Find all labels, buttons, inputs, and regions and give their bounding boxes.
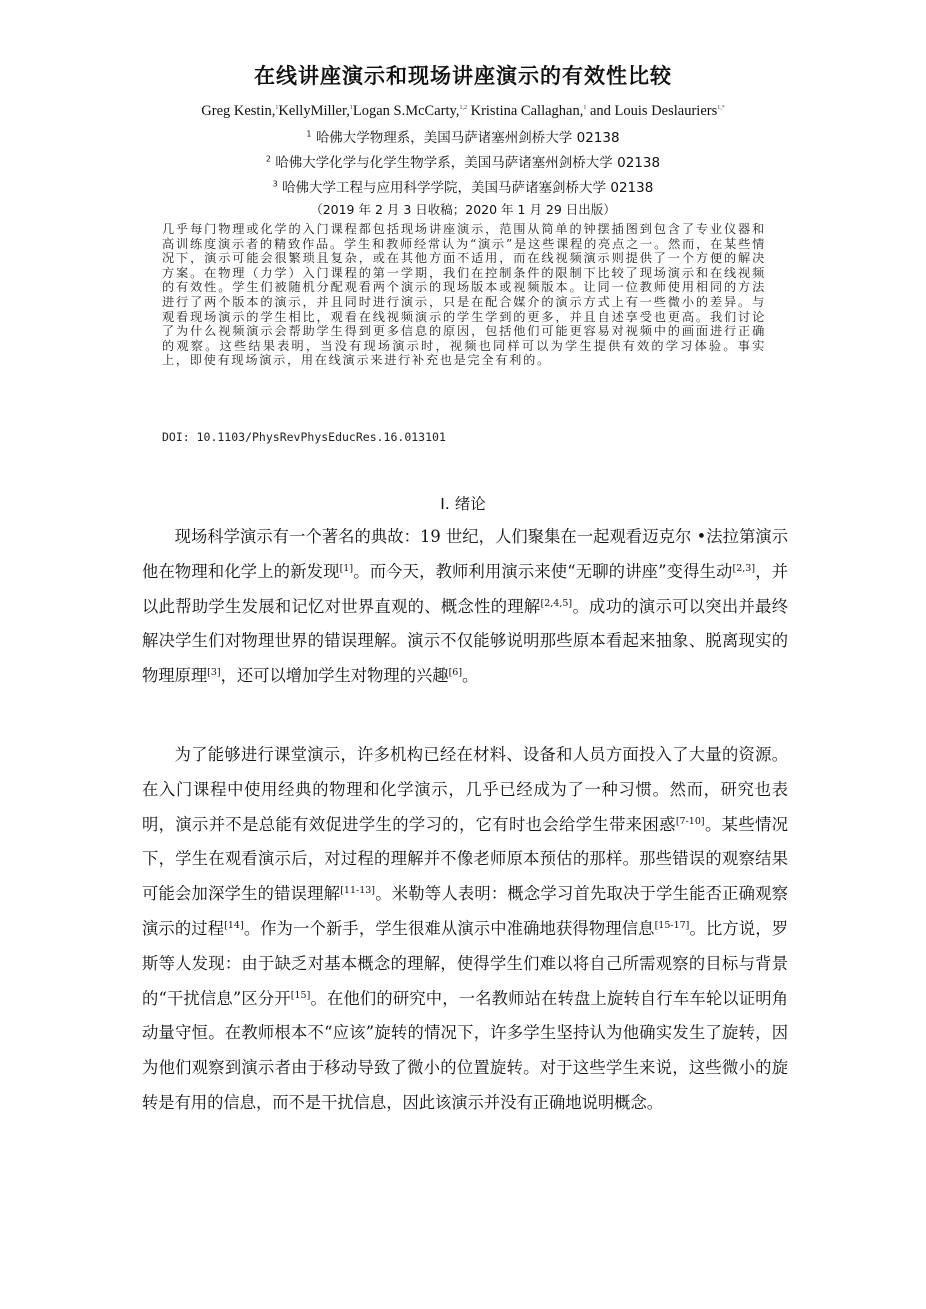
citation-link[interactable]: [15-17] <box>654 919 690 931</box>
affiliation-mark: 1 <box>275 105 279 112</box>
citation-link[interactable]: [2,4,5] <box>540 597 573 609</box>
affiliation-mark: 1 <box>306 129 312 139</box>
affiliation-mark: 1 <box>349 105 353 112</box>
doi-link[interactable]: DOI: 10.1103/PhysRevPhysEducRes.16.013101 <box>162 430 446 444</box>
affiliation-mark: 3 <box>272 179 278 189</box>
affiliation-text: 哈佛大学物理系，美国马萨诸塞州剑桥大学 02138 <box>315 130 620 146</box>
affiliation-line <box>0 151 926 171</box>
citation-link[interactable]: [14] <box>224 919 244 931</box>
paragraph-text: 。 <box>462 666 479 686</box>
citation-link[interactable]: [1] <box>339 562 354 574</box>
affiliation-mark: 1,2 <box>459 105 467 112</box>
citation-link[interactable]: [2,3] <box>732 562 756 574</box>
abstract: 几乎每门物理或化学的入门课程都包括现场讲座演示，范围从简单的钟摆插图到包含了专业仪器和高训练度演示者的精致作品。学生和教师经常认为“演示”是这些课程的亮点之一。然而，在某些情况下，演示可能会很繁琐且复杂，或在其他方面不适用，而在线视频演示则提供了一个方便的解决方案。在物理（力学）入门课程的第一学期，我们在控制条件的限制下比较了现场演示和在线视频的有效性。学生们被随机分配观看两个演示的现场版本或视频版本。让同一位教师使用相同的方法进行了两个版本的演示，并且同时进行演示，只是在配合媒介的演示方式上有一些微小的差异。与观看现场演示的学生相比，观看在线视频演示的学生学到的更多，并且自述享受也更高。我们讨论了为什么视频演示会帮助学生得到更多信息的原因，包括他们可能更容易对视频中的画面进行正确的观察。这些结果表明，当没有现场演示时，视频也同样可以为学生提供有效的学习体验。事实上，即使有现场演示，用在线演示来进行补充也是完全有利的。 <box>162 222 766 368</box>
section-heading: I. 绪论 <box>440 495 486 513</box>
citation-link[interactable]: [15] <box>290 989 311 1001</box>
body-paragraph <box>142 738 788 1121</box>
author-list <box>0 103 926 120</box>
author-name: Greg Kestin, <box>201 103 276 119</box>
paragraph-text: 。成功的演示可以突出并最终解决学生们对物理世界的错误理解。演示不仅能够说明那些原本看起来抽象、脱离现实的物理原理 <box>142 596 788 686</box>
affiliation-text: 哈佛大学化学与化学生物学系，美国马萨诸塞州剑桥大学 02138 <box>275 155 661 171</box>
affiliation-mark: 2 <box>265 154 272 164</box>
citation-link[interactable]: [3] <box>207 667 221 679</box>
affiliation-line <box>0 126 926 146</box>
affiliation-mark: 1 <box>583 105 587 112</box>
paragraph-text: ，并以此帮助学生发展和记忆对世界直观的、概念性的理解 <box>142 561 788 616</box>
corresponding-author-link[interactable]: * <box>721 105 725 112</box>
citation-link[interactable]: [6] <box>448 667 463 679</box>
citation-link[interactable]: [11-13] <box>340 885 376 897</box>
affiliation-text: 哈佛大学工程与应用科学学院，美国马萨诸塞剑桥大学 02138 <box>282 180 654 196</box>
affiliation-line <box>0 176 926 196</box>
citation-link[interactable]: [7-10] <box>675 815 705 827</box>
paragraph-text: 。在他们的研究中，一名教师站在转盘上旋转自行车车轮以证明角动量守恒。在教师根本不“应该”旋转的情况下，许多学生坚持认为他确实发生了旋转，因为他们观察到演示者由于移动导致了微小的位置旋转。对于这些学生来说，这些微小的旋转是有用的信息，而不是干扰信息，因此该演示并没有正确地说明概念。 <box>142 988 788 1112</box>
author-name: and Louis Deslauriers <box>586 103 718 119</box>
author-name: Logan S.McCarty, <box>352 103 460 119</box>
affiliation-mark: 1, <box>717 105 722 112</box>
publication-dates: （2019 年 2 月 3 日收稿；2020 年 1 月 29 日出版） <box>310 202 616 217</box>
paragraph-text: 。米勒等人表明：概念学习首先取决于学生能否正确观察演示的过程 <box>142 884 788 938</box>
paper-title: 在线讲座演示和现场讲座演示的有效性比较 <box>254 64 672 88</box>
paragraph-text: 。比方说，罗斯等人发现：由于缺乏对基本概念的理解，使得学生们难以将自己所需观察的目标与背景的“干扰信息”区分开 <box>142 918 788 1008</box>
author-name: KellyMiller, <box>278 103 350 119</box>
body-paragraph <box>142 520 788 694</box>
paragraph-text: ，还可以增加学生对物理的兴趣 <box>220 666 449 686</box>
author-name: Kristina Callaghan, <box>466 103 584 119</box>
paragraph-text: 现场科学演示有一个著名的典故：19 世纪，人们聚集在一起观看迈克尔 •法拉第演示他在物理和化学上的新发现 <box>142 527 788 581</box>
paragraph-text: 。而今天，教师利用演示来使“无聊的讲座”变得生动 <box>353 561 733 581</box>
paragraph-text: 。某些情况下，学生在观看演示后，对过程的理解并不像老师原本预估的那样。那些错误的观察结果可能会加深学生的错误理解 <box>142 814 788 904</box>
paragraph-text: 为了能够进行课堂演示，许多机构已经在材料、设备和人员方面投入了大量的资源。在入门课程中使用经典的物理和化学演示，几乎已经成为了一种习惯。然而，研究也表明，演示并不是总能有效促进学生的学习的，它有时也会给学生带来困惑 <box>142 745 788 834</box>
paragraph-text: 。作为一个新手，学生很难从演示中准确地获得物理信息 <box>243 918 655 938</box>
